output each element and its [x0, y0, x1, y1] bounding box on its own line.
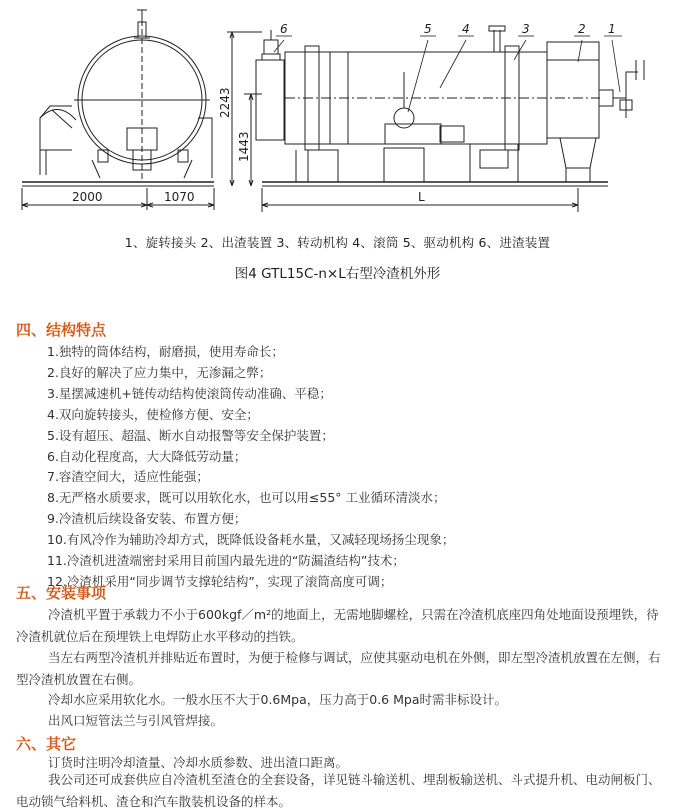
- installation-paragraph-1: 冷渣机平置于承载力不小于600kgf／m²的地面上，无需地脚螺栓，只需在冷渣机底座四角处地面设预埋铁，待冷渣机就位后在预埋铁上电焊防止水平移动的挡铁。: [16, 607, 659, 644]
- list-item: 1.独特的筒体结构，耐磨损，使用寿命长；: [47, 344, 284, 359]
- section-title-other: 六、其它: [16, 735, 77, 753]
- installation-paragraph-2: 当左右两型冷渣机并排贴近布置时，为便于检修与调试，应使其驱动电机在外侧，即左型冷渣机放置在左侧，右型冷渣机放置在右侧。: [16, 650, 661, 687]
- figure-caption: 图4 GTL15C-n×L右型冷渣机外形: [234, 266, 441, 282]
- list-item: 3.星摆减速机+链传动结构使滚筒传动准确、平稳；: [47, 385, 332, 401]
- end-view: [22, 10, 214, 186]
- callout-4: 4: [462, 22, 470, 36]
- callout-1: 1: [608, 22, 616, 36]
- side-view: [256, 26, 644, 186]
- list-item: 10.有风冷作为辅助冷却方式，既降低设备耗水量，又减轻现场扬尘现象；: [47, 532, 455, 548]
- list-item: 8.无严格水质要求，既可以用软化水，也可以用≤55° 工业循环清淡水；: [47, 490, 446, 506]
- list-item: 2.良好的解决了应力集中，无渗漏之弊；: [47, 364, 272, 380]
- section-title-installation: 五、安装事项: [16, 584, 107, 602]
- cooler-outline-drawing: [0, 0, 675, 232]
- installation-paragraph-4: 出风口短管法兰与引风管焊接。: [48, 713, 224, 728]
- list-item: 5.设有超压、超温、断水自动报警等安全保护装置；: [47, 427, 334, 443]
- outlet-housing: [547, 42, 599, 138]
- other-paragraph-1: 订货时注明冷却渣量、冷却水质参数、进出渣口距离。: [48, 755, 349, 770]
- callout-leaders: [274, 36, 622, 112]
- list-item: 6.自动化程度高，大大降低劳动量；: [47, 448, 247, 464]
- dim-2243: 2243: [218, 87, 232, 118]
- dim-1070: 1070: [164, 190, 195, 204]
- figure-legend: 1、旋转接头 2、出渣装置 3、转动机构 4、滚筒 5、驱动机构 6、进渣装置: [124, 235, 551, 250]
- callout-2: 2: [578, 22, 586, 36]
- dim-L: L: [418, 190, 425, 204]
- installation-paragraph-3: 冷却水应采用软化水。一般水压不大于0.6Mpa，压力高于0.6 Mpa时需非标设计。: [48, 692, 507, 707]
- dim-1443: 1443: [237, 131, 251, 162]
- callout-6: 6: [280, 22, 288, 36]
- list-item: 11.冷渣机进渣端密封采用目前国内最先进的“防漏渣结构”技术；: [47, 553, 405, 569]
- list-item: 9.冷渣机后续设备安装、布置方便；: [47, 511, 247, 527]
- callout-5: 5: [424, 22, 432, 36]
- structure-feature-list: [47, 342, 454, 593]
- list-item: 4.双向旋转接头，使检修方便、安全；: [47, 406, 259, 422]
- list-item: 7.容渣空间大，适应性能强；: [47, 469, 209, 485]
- dim-2000: 2000: [72, 190, 103, 204]
- callout-3: 3: [522, 22, 530, 36]
- section-title-structure: 四、结构特点: [16, 321, 107, 339]
- list-item: 12.冷渣机采用“同步调节支撑轮结构”，实现了滚筒高度可调；: [47, 573, 393, 589]
- other-paragraph-2: 我公司还可成套供应自冷渣机至渣仓的全套设备，详见链斗输送机、埋刮板输送机、斗式提升机、电动闸板门、电动锁气给料机、渣仓和汽车散装机设备的样本。: [16, 772, 661, 809]
